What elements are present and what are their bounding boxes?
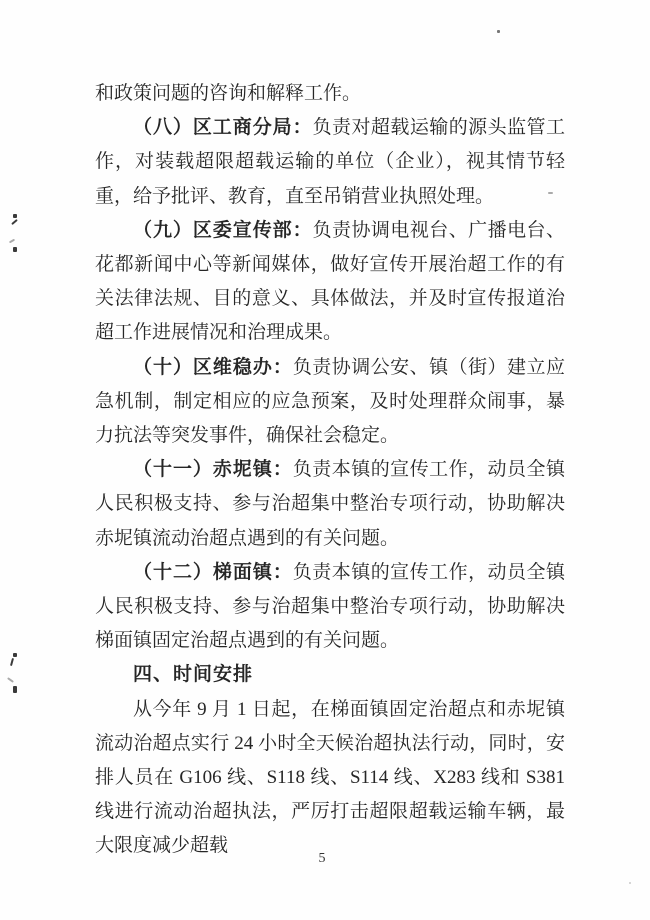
- section-heading: 四、时间安排: [133, 664, 254, 686]
- paragraph-label: （十）区维稳办：: [133, 356, 293, 378]
- ink-speck: [13, 686, 17, 693]
- ink-speck: [11, 219, 18, 225]
- paragraph-label: （十二）梯面镇：: [133, 561, 293, 583]
- ink-speck: [9, 239, 15, 244]
- page-number: 5: [318, 851, 326, 866]
- paragraph: （十一）赤坭镇：负责本镇的宣传工作，动员全镇人民积极支持、参与治超集中整治专项行动，协助解决赤坭镇流动治超点遇到的有关问题。: [95, 459, 565, 549]
- ink-speck: [13, 214, 17, 218]
- ink-speck: [497, 30, 500, 33]
- paragraph: 从今年 9 月 1 日起，在梯面镇固定治超点和赤坭镇流动治超点实行 24 小时全天候治超执法行动，同时，安排人员在 G106 线、S118 线、S114 线、X283 线和 S381 线进行流动治超执法，严厉打击超限超载运输车辆，最大限度减少超载: [95, 698, 565, 857]
- document-body: [95, 77, 565, 864]
- paragraph: （九）区委宣传部：负责协调电视台、广播电台、花都新闻中心等新闻媒体，做好宣传开展治超工作的有关法律法规、目的意义、具体做法，并及时宣传报道治超工作进展情况和治理成果。: [95, 219, 565, 344]
- ink-speck: [7, 677, 14, 683]
- ink-speck: [13, 653, 17, 657]
- paragraph: （十二）梯面镇：负责本镇的宣传工作，动员全镇人民积极支持、参与治超集中整治专项行动，协助解决梯面镇固定治超点遇到的有关问题。: [95, 561, 565, 652]
- paragraph-label: （九）区委宣传部：: [133, 219, 313, 241]
- paragraph: 和政策问题的咨询和解释工作。: [95, 83, 362, 104]
- paragraph: （十）区维稳办：负责协调公安、镇（街）建立应急机制，制定相应的应急预案，及时处理群众闹事，暴力抗法等突发事件，确保社会稳定。: [95, 356, 565, 447]
- paragraph-label: （十一）赤坭镇：: [133, 459, 293, 481]
- ink-speck: [548, 192, 553, 194]
- ink-speck: [10, 658, 14, 666]
- paragraph-label: （八）区工商分局：: [133, 117, 313, 139]
- ink-speck: [629, 882, 631, 884]
- ink-speck: [13, 247, 17, 252]
- paragraph: （八）区工商分局：负责对超载运输的源头监管工作，对装载超限超载运输的单位（企业），视其情节轻重，给予批评、教育，直至吊销营业执照处理。: [95, 117, 565, 207]
